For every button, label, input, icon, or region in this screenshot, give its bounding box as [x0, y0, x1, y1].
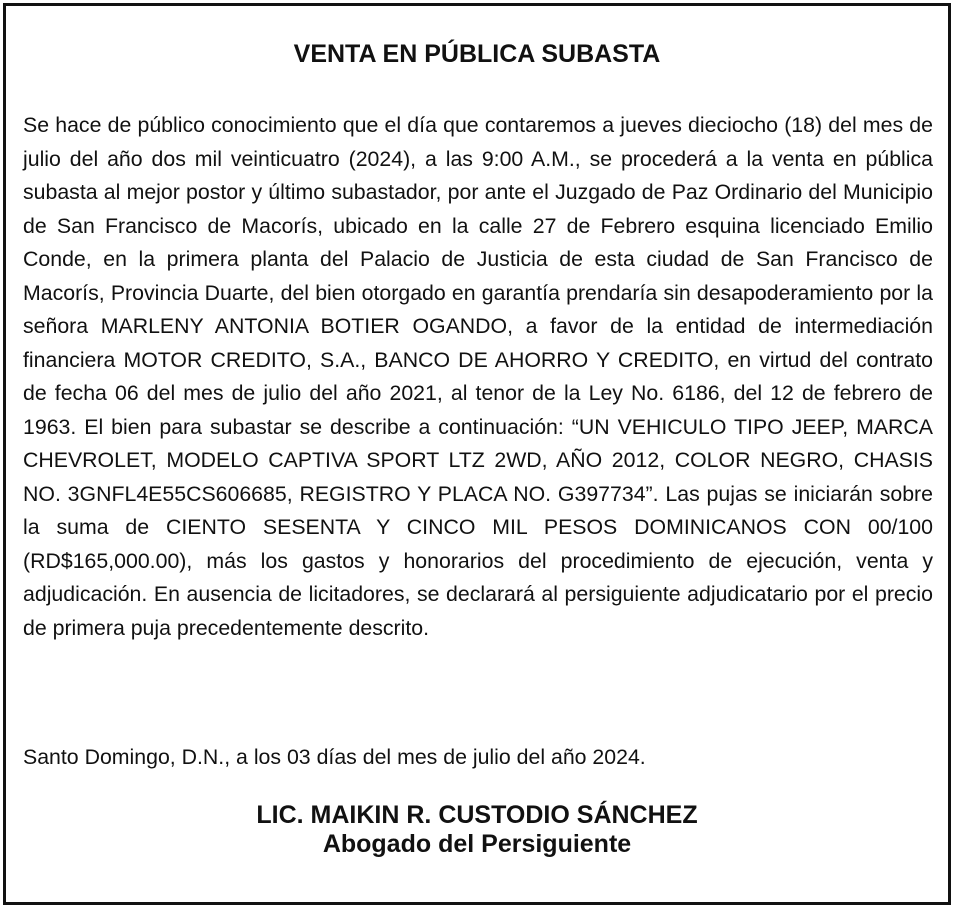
signature-block — [6, 801, 948, 859]
signatory-role: Abogado del Persiguiente — [322, 830, 632, 858]
notice-frame — [3, 3, 951, 905]
notice-closing: Santo Domingo, D.N., a los 03 días del mes de julio del año 2024. — [23, 745, 646, 769]
notice-body: Se hace de público conocimiento que el día que contaremos a jueves dieciocho (18) del mes de julio del año dos mil veinticuatro (2024), a las 9:00 A.M., se procederá a la venta en pública subasta al mejor postor y último subastador, por ante el Juzgado de Paz Ordinario del Municipio de San Francisco de Macorís, ubicado en la calle 27 de Febrero esquina licenciado Emilio Conde, en la primera planta del Palacio de Justicia de esta ciudad de San Francisco de Macorís, Provincia Duarte, del bien otorgado en garantía prendaría sin desapoderamiento por la señora MARLENY ANTONIA BOTIER OGANDO, a favor de la entidad de intermediación financiera MOTOR CREDITO, S.A., BANCO DE AHORRO Y CREDITO, en virtud del contrato de fecha 06 del mes de julio del año 2021, al tenor de la Ley No. 6186, del 12 de febrero de 1963. El bien para subastar se describe a continuación: “UN VEHICULO TIPO JEEP, MARCA CHEVROLET, MODELO CAPTIVA SPORT LTZ 2WD, AÑO 2012, COLOR NEGRO, CHASIS NO. 3GNFL4E55CS606685, REGISTRO Y PLACA NO. G397734”. Las pujas se iniciarán sobre la suma de CIENTO SESENTA Y CINCO MIL PESOS DOMINICANOS CON 00/100 (RD$165,000.00), más los gastos y honorarios del procedimiento de ejecución, venta y adjudicación. En ausencia de licitadores, se declarará al persiguiente adjudicatario por el precio de primera puja precedentemente descrito. — [23, 113, 933, 640]
notice-title: VENTA EN PÚBLICA SUBASTA — [293, 40, 661, 68]
signatory-name: LIC. MAIKIN R. CUSTODIO SÁNCHEZ — [256, 801, 698, 829]
